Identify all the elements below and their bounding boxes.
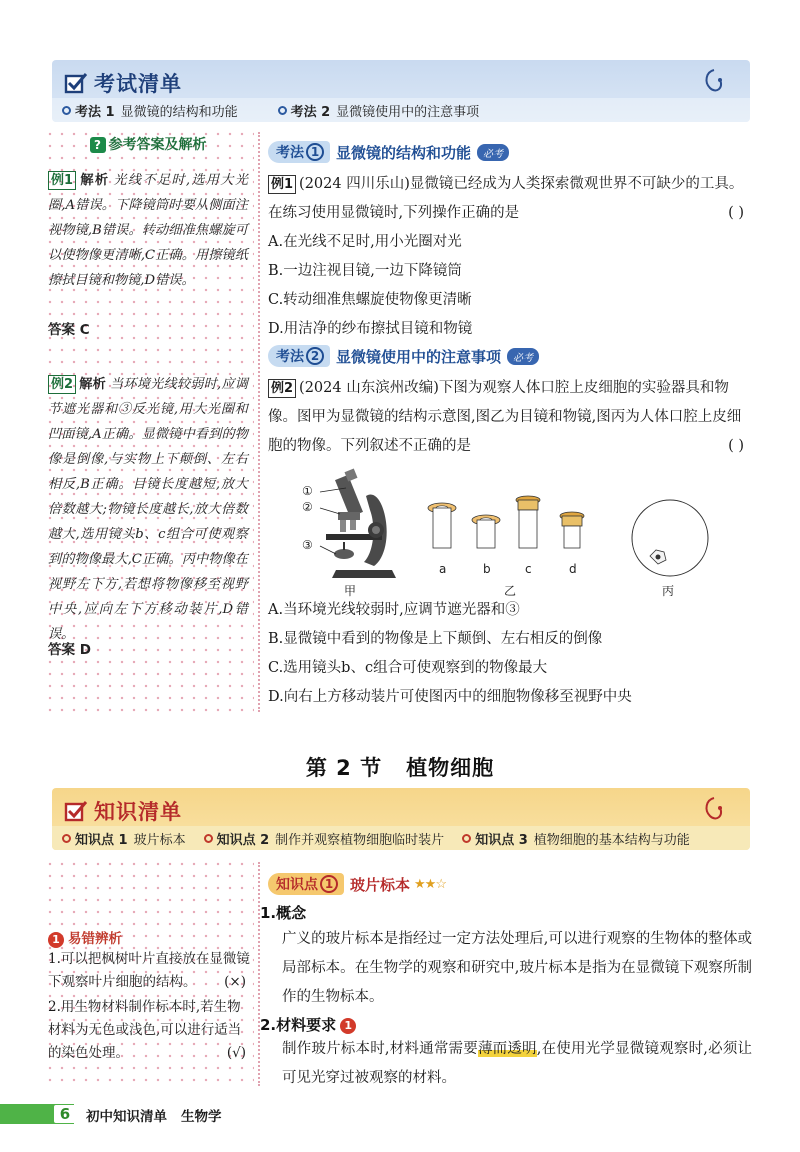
answer-heading-text: 参考答案及解析 [108, 137, 207, 153]
option-a[interactable]: A.当环境光线较弱时,应调节遮光器和③ [268, 602, 520, 618]
method-title: 显微镜使用中的注意事项 [336, 347, 502, 366]
answer-ex1-result: 答案 C [48, 322, 90, 338]
option-b[interactable]: B.一边注视目镜,一边下降镜筒 [268, 263, 462, 279]
option-a[interactable]: A.在光线不足时,用小光圈对光 [268, 234, 462, 250]
example-tag: 例2 [268, 379, 296, 398]
option-c[interactable]: C.选用镜头b、c组合可使观察到的物像最大 [268, 660, 548, 676]
option-d[interactable]: D.用洁净的纱布擦拭目镜和物镜 [268, 321, 473, 337]
answer-heading [48, 134, 248, 154]
error-item-2 [48, 996, 250, 1065]
must-test-badge: 必考 [507, 348, 539, 365]
exam-points-row [52, 98, 750, 122]
question-text: (2024 山东滨州改编)下图为观察人体口腔上皮细胞的实验器具和物像。图甲为显微镜的结构示意图,图乙为目镜和物镜,图丙为人体口腔上皮细胞的物像。下列叙述不正确的是 [268, 380, 742, 454]
concept-text: 广义的玻片标本是指经过一定方法处理后,可以进行观察的生物体的整体或局部标本。在生物学的观察和研究中,玻片标本是指为在显微镜下观察所制作的生物标本。 [282, 931, 752, 1005]
answer-blank[interactable]: ( ) [728, 205, 744, 221]
footer-text [86, 1105, 236, 1125]
lens-label-b: b [483, 562, 491, 576]
page-footer [0, 1100, 800, 1128]
knowledge-checklist-banner [52, 788, 750, 850]
bullet-icon [462, 834, 471, 843]
error-item-mark: (×) [224, 974, 246, 990]
section-name: 植物细胞 [406, 756, 495, 780]
method-2-header [268, 344, 752, 368]
column-divider [258, 862, 260, 1086]
exam-checklist-banner [52, 60, 750, 122]
knowledge-banner-title-row [64, 796, 182, 826]
bullet-icon [204, 834, 213, 843]
example-1-question [268, 170, 752, 228]
example-tag: 例1 [268, 175, 296, 194]
analysis-label: 解析 [79, 377, 106, 392]
example-2-options [268, 596, 752, 712]
error-item-1 [48, 948, 250, 994]
example-tag: 例1 [48, 171, 76, 190]
marker-1: ① [302, 484, 313, 498]
option-b[interactable]: B.显微镜中看到的物像是上下颠倒、左右相反的倒像 [268, 631, 603, 647]
method-pill [268, 141, 330, 163]
knowledge-pill-label: 知识点 [276, 877, 318, 893]
figure-caption-jia: 甲 [344, 584, 357, 598]
exam-point-label: 考法 2 [290, 104, 331, 120]
knowledge-point-label: 知识点 1 [75, 832, 128, 848]
question-mark-icon: ? [90, 137, 106, 153]
method-pill [268, 345, 330, 367]
exam-point-text: 显微镜使用中的注意事项 [336, 104, 480, 120]
checkbox-icon [64, 71, 88, 95]
exam-point-label: 考法 1 [75, 104, 115, 120]
swirl-decoration-icon [700, 796, 728, 824]
lens-label-c: c [525, 562, 532, 576]
exam-point-1[interactable] [62, 101, 238, 120]
lenses-figure [422, 494, 602, 558]
subject-name: 生物学 [181, 1109, 222, 1125]
marker-3: ③ [302, 538, 313, 552]
error-item-text: 1.可以把枫树叶片直接放在显微镜下观察叶片细胞的结构。 [48, 951, 250, 990]
option-c[interactable]: C.转动细准焦螺旋使物像更清晰 [268, 292, 472, 308]
method-title: 显微镜的结构和功能 [336, 143, 472, 162]
answer-ex2-analysis [48, 372, 248, 647]
error-analysis-heading [48, 927, 122, 948]
column-divider [258, 132, 260, 712]
analysis-text: 当环境光线较弱时,应调节遮光器和③反光镜,用大光圈和凹面镜,A正确。显微镜中看到的物像是倒像,与实物上下颠倒、左右相反,B正确。目镜长度越短,放大倍数越大;物镜长度越长,放大倍数越大,选用镜头b、c组合可使观察到的物像最大,C正确。丙中物像在视野左下方,若想将物像移至视野中央,应向左下方移动装片,D错误。 [48, 377, 248, 642]
swirl-decoration-icon [700, 68, 728, 96]
exam-point-2[interactable] [278, 101, 480, 120]
method-pill-label: 考法 [276, 349, 304, 365]
method-1-section [268, 140, 752, 344]
knowledge-point-1[interactable] [62, 829, 186, 848]
option-d[interactable]: D.向右上方移动装片可使图丙中的细胞物像移至视野中央 [268, 689, 632, 705]
method-pill-label: 考法 [276, 145, 304, 161]
requirement-badge: 1 [340, 1018, 356, 1034]
marker-2: ② [302, 500, 313, 514]
knowledge-pill [268, 873, 344, 895]
figure-caption-yi: 乙 [504, 584, 517, 598]
example-2-question [268, 374, 752, 461]
answer-ex1-analysis [48, 168, 248, 293]
method-1-header [268, 140, 752, 164]
page-number: 6 [54, 1105, 76, 1123]
bullet-icon [62, 834, 71, 843]
knowledge-point-1-section [260, 872, 753, 1093]
knowledge-title: 玻片标本 [350, 875, 411, 894]
must-test-badge: 必考 [477, 144, 509, 161]
error-item-mark: (√) [226, 1045, 246, 1061]
knowledge-points-row [52, 826, 750, 850]
exam-point-text: 显微镜的结构和功能 [120, 104, 238, 120]
knowledge-point-3[interactable] [462, 829, 690, 848]
requirement-highlight: 薄而透明 [477, 1041, 537, 1057]
method-number: 2 [306, 347, 324, 365]
knowledge-point-label: 知识点 3 [475, 832, 528, 848]
method-2-section [268, 344, 752, 461]
knowledge-point-1-header [268, 872, 752, 896]
field-of-view-figure [630, 498, 710, 578]
analysis-label: 解析 [79, 173, 110, 188]
requirement-text-part: 制作玻片标本时,材料通常需要 [282, 1041, 478, 1057]
knowledge-number: 1 [320, 875, 338, 893]
star-rating-icon: ★★☆ [414, 876, 446, 892]
exam-banner-title-row [64, 68, 182, 98]
bullet-icon [278, 106, 287, 115]
requirement-heading-text: 2.材料要求 [260, 1016, 337, 1034]
error-item-text: 2.用生物材料制作标本时,若生物材料为无色或浅色,可以进行适当的染色处理。 [48, 999, 242, 1061]
book-title: 初中知识清单 [86, 1109, 167, 1125]
knowledge-point-label: 知识点 2 [216, 832, 270, 848]
section-number: 第 2 节 [305, 756, 383, 780]
exam-banner-title: 考试清单 [94, 72, 182, 96]
knowledge-point-2[interactable] [204, 829, 445, 848]
bullet-icon [62, 106, 71, 115]
requirement-heading [260, 1014, 752, 1035]
figure-caption-bing: 丙 [662, 584, 675, 598]
question-text: (2024 四川乐山)显微镜已经成为人类探索微观世界不可缺少的工具。在练习使用显微镜时,下列操作正确的是 [268, 176, 744, 221]
knowledge-point-text: 玻片标本 [133, 832, 186, 848]
error-heading-text: 易错辨析 [68, 931, 122, 947]
knowledge-point-text: 制作并观察植物细胞临时装片 [275, 832, 445, 848]
requirement-text-part: ,在使用光学显微镜观察时,必须让可见光穿过被观察的材料。 [282, 1041, 753, 1086]
error-badge: 1 [48, 932, 64, 948]
example-tag: 例2 [48, 375, 76, 394]
section-title [0, 752, 800, 782]
knowledge-banner-title: 知识清单 [94, 800, 182, 824]
lens-label-d: d [569, 562, 577, 576]
analysis-text: 光线不足时,选用大光圈,A错误。下降镜筒时要从侧面注视物镜,B错误。转动细准焦螺旋可以使物像更清晰,C正确。用擦镜纸擦拭目镜和物镜,D错误。 [48, 173, 248, 288]
answer-blank[interactable]: ( ) [728, 438, 744, 454]
answer-ex2-result: 答案 D [48, 642, 91, 658]
checkbox-icon [64, 799, 88, 823]
lens-label-a: a [439, 562, 447, 576]
requirement-text [268, 1035, 752, 1093]
knowledge-point-text: 植物细胞的基本结构与功能 [533, 832, 690, 848]
concept-heading: 1.概念 [260, 904, 307, 922]
method-number: 1 [306, 143, 324, 161]
